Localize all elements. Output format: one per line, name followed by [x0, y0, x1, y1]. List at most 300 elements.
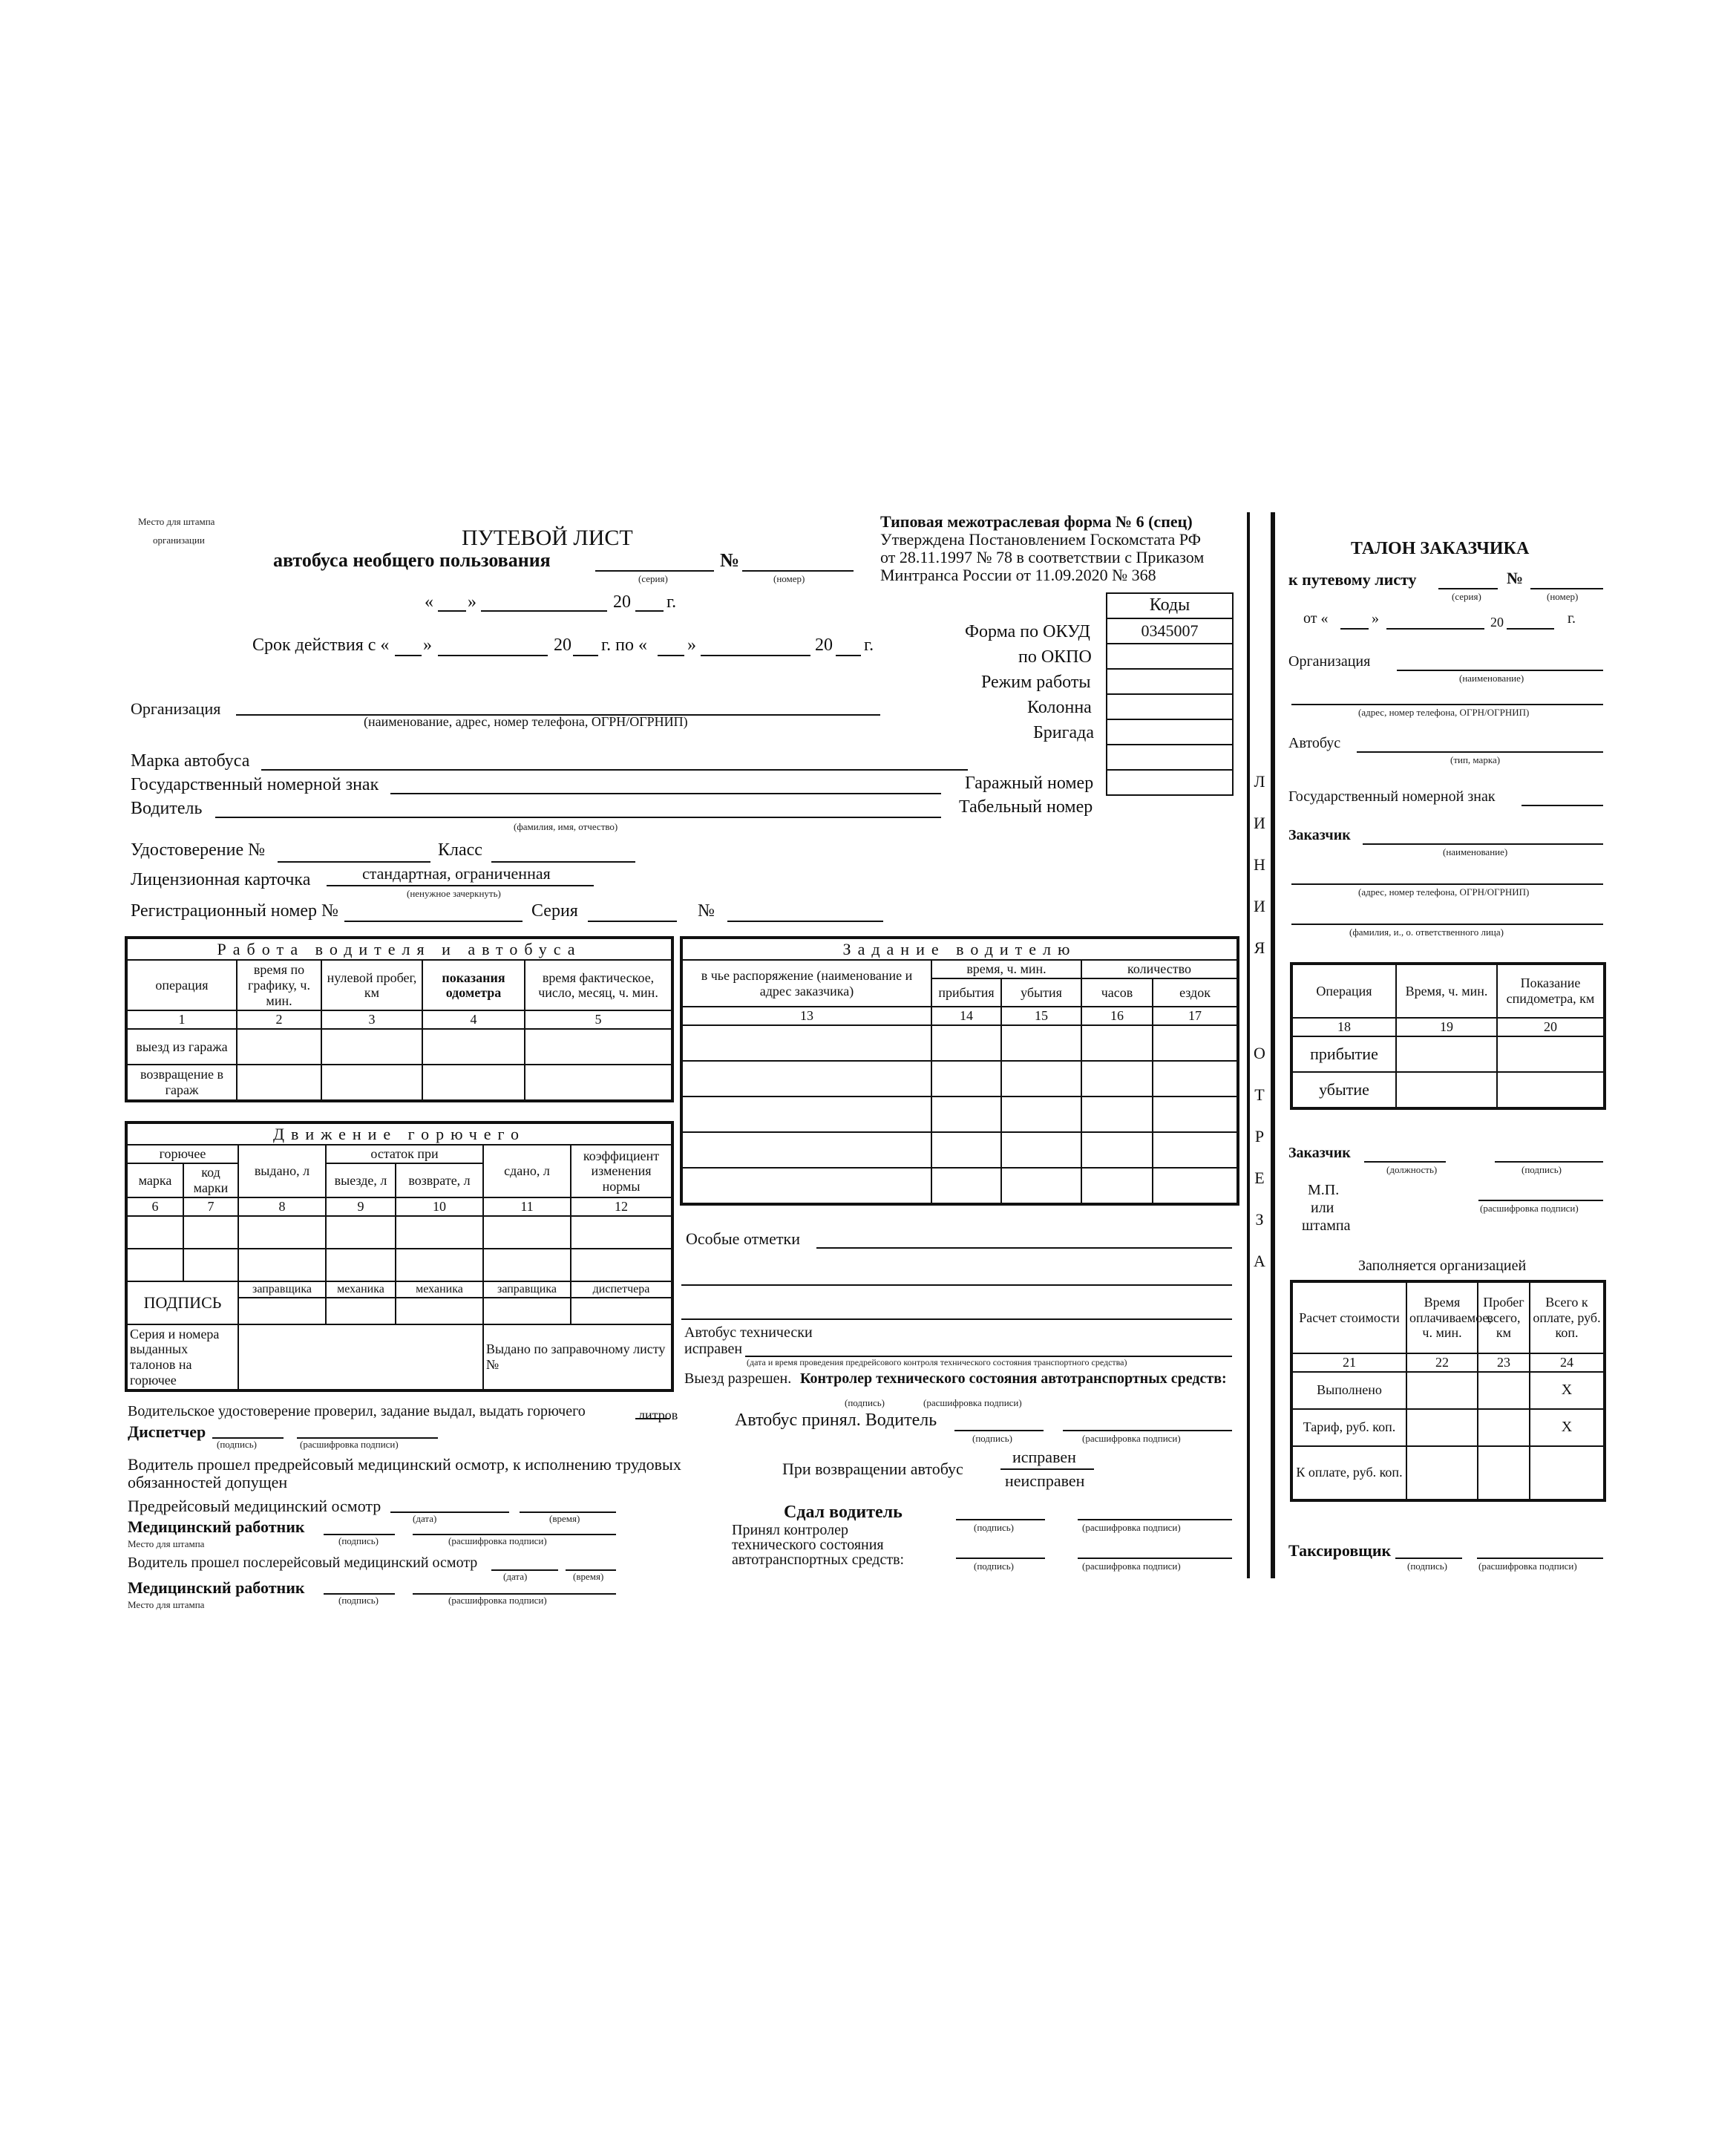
- work-cell[interactable]: [237, 1065, 321, 1100]
- sign-cell[interactable]: [326, 1298, 396, 1324]
- dispatcher-sig-cap: (подпись): [217, 1439, 257, 1450]
- fuel-cell[interactable]: [396, 1216, 483, 1249]
- coupon-mp1: М.П.: [1308, 1182, 1340, 1198]
- date-close: »: [468, 592, 476, 612]
- on-return-label: При возвращении автобус: [782, 1460, 963, 1478]
- task-cell[interactable]: [682, 1096, 931, 1132]
- form-info-line3: от 28.11.1997 № 78 в соответствии с Приказом: [880, 548, 1205, 566]
- cut-letter: Я: [1254, 938, 1265, 957]
- task-cell[interactable]: [1153, 1025, 1237, 1061]
- fuel-cell[interactable]: [571, 1249, 672, 1281]
- cut-letter: Е: [1254, 1169, 1265, 1187]
- coupon-no: №: [1507, 569, 1524, 587]
- coupon-row-arrival: прибытие: [1292, 1036, 1396, 1072]
- coupon-bus-label: Автобус: [1288, 735, 1341, 751]
- validity-from-day[interactable]: [395, 655, 422, 656]
- work-cell[interactable]: [525, 1029, 672, 1065]
- coupons-label: Серия и номера выданных талонов на горючее: [127, 1324, 238, 1390]
- coupon-position-field[interactable]: [1364, 1161, 1446, 1163]
- task-num: 15: [1001, 1007, 1081, 1025]
- code-work-mode[interactable]: [1107, 669, 1233, 694]
- special-notes-field[interactable]: [816, 1247, 1232, 1249]
- coupon-cell[interactable]: [1497, 1072, 1604, 1108]
- task-cell[interactable]: [1001, 1096, 1081, 1132]
- cut-letter: И: [1254, 814, 1265, 832]
- work-cell[interactable]: [321, 1065, 422, 1100]
- coupon-resp-field[interactable]: [1291, 924, 1603, 925]
- ctrl-sig[interactable]: [956, 1558, 1045, 1559]
- lic-card-label: Лицензионная карточка: [131, 870, 311, 889]
- work-num: 2: [237, 1010, 321, 1029]
- cut-letter: Л: [1254, 772, 1265, 791]
- license-field[interactable]: [278, 861, 430, 863]
- task-cell[interactable]: [1001, 1061, 1081, 1096]
- validity-mid1: »: [423, 635, 432, 655]
- validity-from-year[interactable]: [573, 655, 598, 656]
- med-pre-line2: обязанностей допущен: [128, 1473, 288, 1491]
- cut-letter: Т: [1254, 1085, 1265, 1104]
- coupon-cell[interactable]: [1396, 1072, 1497, 1108]
- dispatcher-label: Диспетчер: [128, 1422, 206, 1441]
- coupon-plate-field[interactable]: [1522, 805, 1603, 806]
- task-cell[interactable]: [1153, 1168, 1237, 1203]
- reg-no2-label: №: [698, 901, 715, 921]
- med-post-line: Водитель прошел послерейсовый медицинский осмотр: [128, 1555, 478, 1571]
- codes-label-garage: Гаражный номер: [965, 774, 1094, 793]
- coupon-customer-field[interactable]: [1363, 843, 1603, 845]
- ctrl-sig-cap: (подпись): [974, 1560, 1014, 1572]
- handed-sig-cap: (подпись): [974, 1522, 1014, 1533]
- task-cell[interactable]: [1001, 1025, 1081, 1061]
- fuel-cell[interactable]: [183, 1249, 238, 1281]
- bus-brand-field[interactable]: [261, 769, 968, 771]
- work-table: [126, 938, 672, 1101]
- task-cell[interactable]: [931, 1061, 1001, 1096]
- fuel-cell[interactable]: [238, 1249, 326, 1281]
- calc-x-mark: Х: [1530, 1409, 1604, 1446]
- coupon-h-speedo: Показание спидометра, км: [1497, 964, 1604, 1018]
- calc-num: 23: [1478, 1353, 1530, 1372]
- sign-cell[interactable]: [571, 1298, 672, 1324]
- work-cell[interactable]: [321, 1029, 422, 1065]
- task-num: 13: [682, 1007, 931, 1025]
- task-cell[interactable]: [1081, 1061, 1153, 1096]
- lic-card-value: стандартная, ограниченная: [362, 864, 551, 883]
- work-row-return: возвращение в гараж: [127, 1065, 237, 1100]
- stamp-place-2: организации: [153, 535, 205, 546]
- handed-driver-decode[interactable]: [1078, 1519, 1232, 1520]
- fuel-cell[interactable]: [238, 1216, 326, 1249]
- date-day-field[interactable]: [438, 610, 466, 612]
- calc-h-total: Всего к оплате, руб. коп.: [1530, 1282, 1604, 1353]
- calc-row-tariff: Тариф, руб. коп.: [1292, 1409, 1406, 1446]
- class-label: Класс: [438, 840, 482, 860]
- reg-no2-field[interactable]: [727, 921, 883, 922]
- coupon-sig-field[interactable]: [1495, 1161, 1603, 1163]
- coupon-mp3: штампа: [1302, 1218, 1351, 1234]
- special-notes-label: Особые отметки: [686, 1229, 800, 1248]
- task-h-hours: часов: [1081, 978, 1153, 1007]
- med-pre-line1: Водитель прошел предрейсовый медицинский осмотр, к исполнению трудовых: [128, 1455, 681, 1474]
- fuel-num: 11: [483, 1197, 571, 1216]
- reg-no-label: Регистрационный номер №: [131, 901, 338, 921]
- med-decode2-cap: (расшифровка подписи): [448, 1595, 547, 1606]
- task-cell[interactable]: [931, 1132, 1001, 1168]
- coupon-position-cap: (должность): [1386, 1164, 1438, 1175]
- tech-ok-line2: исправен: [684, 1341, 743, 1357]
- handed-decode-cap: (расшифровка подписи): [1082, 1522, 1181, 1533]
- coupon-customer-label: Заказчик: [1288, 827, 1351, 843]
- coupon-number-field[interactable]: [1530, 588, 1603, 589]
- coupon-taxi-label: Таксировщик: [1288, 1541, 1392, 1560]
- codes-table: [1106, 592, 1234, 796]
- fuel-h-coef: коэффициент изменения нормы: [571, 1145, 672, 1197]
- accepted-ctrl-3: автотранспортных средств:: [732, 1552, 905, 1568]
- code-garage-no[interactable]: [1107, 745, 1233, 770]
- series-field[interactable]: [595, 570, 714, 572]
- fuel-cell[interactable]: [326, 1249, 396, 1281]
- coupon-org-addr-cap: (адрес, номер телефона, ОГРН/ОГРНИП): [1358, 707, 1530, 718]
- task-num: 16: [1081, 1007, 1153, 1025]
- page-title: ПУТЕВОЙ ЛИСТ: [462, 526, 633, 550]
- validity-mid2: »: [687, 635, 696, 655]
- fuel-cell[interactable]: [127, 1216, 183, 1249]
- task-h-trips: ездок: [1153, 978, 1237, 1007]
- fuel-table: [126, 1122, 672, 1390]
- calc-x-mark: Х: [1530, 1372, 1604, 1409]
- fuel-h-remain: остаток при: [326, 1145, 483, 1163]
- stamp-place-1: Место для штампа: [138, 516, 215, 527]
- accepted-sig-cap: (подпись): [972, 1433, 1012, 1444]
- validity-g-po: г. по «: [601, 635, 647, 655]
- coupon-customer-addr[interactable]: [1291, 883, 1603, 885]
- fuel-h-fuel: горючее: [127, 1145, 238, 1163]
- coupon-decode-field[interactable]: [1478, 1200, 1603, 1201]
- org-caption: (наименование, адрес, номер телефона, ОГРН/ОГРНИП): [364, 714, 688, 729]
- work-h-actual: время фактическое, число, месяц, ч. мин.: [525, 960, 672, 1010]
- coupon-h-time: Время, ч. мин.: [1396, 964, 1497, 1018]
- task-cell[interactable]: [1153, 1132, 1237, 1168]
- codes-label-okpo: по ОКПО: [1018, 647, 1092, 667]
- fuel-num: 9: [326, 1197, 396, 1216]
- work-row-exit: выезд из гаража: [127, 1029, 237, 1065]
- separator-right: [1271, 512, 1275, 1578]
- codes-header: Коды: [1107, 593, 1233, 618]
- med-sig2-cap: (подпись): [338, 1595, 379, 1606]
- coupon-y20: 20: [1490, 615, 1504, 630]
- cut-letter: Н: [1254, 855, 1265, 874]
- special-notes-line2[interactable]: [681, 1284, 1232, 1286]
- coupon-org-field[interactable]: [1397, 670, 1603, 671]
- coupon-h-op: Операция: [1292, 964, 1396, 1018]
- fuel-cell[interactable]: [326, 1216, 396, 1249]
- coupon-title: ТАЛОН ЗАКАЗЧИКА: [1351, 539, 1530, 558]
- calc-num: 21: [1292, 1353, 1406, 1372]
- calc-num: 24: [1530, 1353, 1604, 1372]
- exit-allowed: Выезд разрешен.: [684, 1370, 792, 1387]
- fuel-num: 10: [396, 1197, 483, 1216]
- calc-cell[interactable]: [1478, 1372, 1530, 1409]
- task-h-qty: количество: [1081, 960, 1237, 978]
- plate-field[interactable]: [390, 793, 941, 794]
- sign-cell[interactable]: [396, 1298, 483, 1324]
- accepted-sig[interactable]: [954, 1430, 1044, 1431]
- accepted-ctrl-1: Принял контролер: [732, 1522, 849, 1538]
- fuel-cell[interactable]: [571, 1216, 672, 1249]
- fuel-num: 8: [238, 1197, 326, 1216]
- validity-to-month[interactable]: [701, 655, 810, 656]
- task-cell[interactable]: [931, 1025, 1001, 1061]
- validity-y20: 20: [554, 635, 571, 655]
- validity-to-day[interactable]: [658, 655, 684, 656]
- coupon-taxi-sig[interactable]: [1395, 1558, 1462, 1559]
- date-g: г.: [666, 592, 677, 612]
- driver-field[interactable]: [215, 817, 941, 818]
- fuel-cell[interactable]: [483, 1216, 571, 1249]
- date-year-field[interactable]: [635, 610, 664, 612]
- calc-cell[interactable]: [1406, 1372, 1478, 1409]
- coupon-num: 20: [1497, 1018, 1604, 1036]
- dispatcher-decode-cap: (расшифровка подписи): [300, 1439, 399, 1450]
- number-field[interactable]: [742, 570, 854, 572]
- calc-h-mileage: Пробег всего, км: [1478, 1282, 1530, 1353]
- status-not-ok[interactable]: неисправен: [1005, 1471, 1085, 1490]
- task-cell[interactable]: [1001, 1132, 1081, 1168]
- task-cell[interactable]: [1001, 1168, 1081, 1203]
- med-time-cap: (время): [549, 1513, 580, 1524]
- fuel-num: 12: [571, 1197, 672, 1216]
- controller-label: Контролер технического состояния автотранспортных средств:: [800, 1370, 1227, 1387]
- med-pre-exam: Предрейсовый медицинский осмотр: [128, 1497, 381, 1515]
- accepted-ctrl-2: технического состояния: [732, 1537, 884, 1553]
- fuel-h-exit: выезде, л: [326, 1163, 396, 1197]
- coupon-row-departure: убытие: [1292, 1072, 1396, 1108]
- coupon-sig-cap: (подпись): [1522, 1164, 1562, 1175]
- validity-label: Срок действия с «: [252, 635, 390, 655]
- fuel-h-handed: сдано, л: [483, 1145, 571, 1197]
- med-post-date-cap: (дата): [503, 1571, 528, 1582]
- task-cell[interactable]: [1081, 1132, 1153, 1168]
- cut-letter: О: [1254, 1044, 1265, 1062]
- task-h-time: время, ч. мин.: [931, 960, 1081, 978]
- task-h-order: в чье распоряжение (наименование и адрес заказчика): [682, 960, 931, 1007]
- codes-label-mode: Режим работы: [981, 673, 1091, 692]
- med-post-time-cap: (время): [573, 1571, 604, 1582]
- number-caption: (номер): [773, 573, 805, 584]
- fuel-cell[interactable]: [183, 1216, 238, 1249]
- coupon-cell[interactable]: [1497, 1036, 1604, 1072]
- med-pre-date[interactable]: [390, 1511, 509, 1513]
- ctrl-decode[interactable]: [1078, 1558, 1232, 1559]
- calc-cell[interactable]: [1406, 1409, 1478, 1446]
- med-decode-cap: (расшифровка подписи): [448, 1535, 547, 1546]
- sign-cell[interactable]: [238, 1298, 326, 1324]
- code-brigade[interactable]: [1107, 719, 1233, 745]
- work-num: 5: [525, 1010, 672, 1029]
- calc-h-time: Время оплачиваемое, ч. мин.: [1406, 1282, 1478, 1353]
- handed-driver-label: Сдал водитель: [784, 1503, 903, 1522]
- fuel-num: 7: [183, 1197, 238, 1216]
- coupon-year-field[interactable]: [1507, 628, 1554, 630]
- coupon-g: г.: [1568, 610, 1576, 627]
- coupon-mp2: или: [1311, 1200, 1334, 1216]
- coupon-number-cap: (номер): [1547, 591, 1579, 602]
- calc-num: 22: [1406, 1353, 1478, 1372]
- accepted-decode-cap: (расшифровка подписи): [1082, 1433, 1181, 1444]
- codes-label-column: Колонна: [1027, 698, 1092, 717]
- org-label: Организация: [131, 699, 221, 718]
- license-label: Удостоверение №: [131, 840, 265, 860]
- fuel-cell[interactable]: [396, 1249, 483, 1281]
- controller-decode-cap: (расшифровка подписи): [923, 1397, 1022, 1408]
- work-h-zero: нулевой пробег, км: [321, 960, 422, 1010]
- task-cell[interactable]: [682, 1025, 931, 1061]
- validity-y20b: 20: [815, 635, 833, 655]
- task-cell[interactable]: [1081, 1096, 1153, 1132]
- task-cell[interactable]: [1081, 1168, 1153, 1203]
- fuel-cell[interactable]: [483, 1249, 571, 1281]
- task-cell[interactable]: [1153, 1096, 1237, 1132]
- plate-label: Государственный номерной знак: [131, 775, 379, 794]
- coupon-to-sheet: к путевому листу: [1288, 570, 1417, 589]
- task-h-departure: убытия: [1001, 978, 1081, 1007]
- calc-cell[interactable]: [1478, 1446, 1530, 1500]
- fuel-h-return: возврате, л: [396, 1163, 483, 1197]
- calc-h-cost: Расчет стоимости: [1292, 1282, 1406, 1353]
- coupon-cell[interactable]: [1396, 1036, 1497, 1072]
- form-info-line4: Минтранса России от 11.09.2020 № 368: [880, 566, 1156, 584]
- series-caption: (серия): [638, 573, 668, 584]
- ctrl-decode-cap: (расшифровка подписи): [1082, 1560, 1181, 1572]
- special-notes-line3[interactable]: [681, 1318, 1232, 1320]
- controller-sig-cap: (подпись): [845, 1397, 885, 1408]
- form-info-line1: Типовая межотраслевая форма № 6 (спец): [880, 512, 1193, 531]
- task-cell[interactable]: [1081, 1025, 1153, 1061]
- fuel-h-code: код марки: [183, 1163, 238, 1197]
- coupon-resp-cap: (фамилия, и., о. ответственного лица): [1349, 926, 1504, 938]
- validity-from-month[interactable]: [438, 655, 548, 656]
- coupon-series-cap: (серия): [1452, 591, 1481, 602]
- class-field[interactable]: [491, 861, 635, 863]
- sign-cell[interactable]: [483, 1298, 571, 1324]
- coupon-filled-by: Заполняется организацией: [1358, 1258, 1527, 1274]
- coupon-month-field[interactable]: [1386, 628, 1484, 630]
- calc-cell[interactable]: [1406, 1446, 1478, 1500]
- code-tab-no[interactable]: [1107, 770, 1233, 795]
- med-sig-cap: (подпись): [338, 1535, 379, 1546]
- dispatcher-line: Водительское удостоверение проверил, задание выдал, выдать горючего: [128, 1403, 586, 1419]
- med-worker2-label: Медицинский работник: [128, 1578, 305, 1597]
- codes-label-tab: Табельный номер: [959, 797, 1093, 817]
- task-cell[interactable]: [682, 1168, 931, 1203]
- date-year-prefix: 20: [613, 592, 631, 612]
- coupon-customer-addr-cap: (адрес, номер телефона, ОГРН/ОГРНИП): [1358, 886, 1530, 898]
- liters-label: литров: [638, 1408, 678, 1422]
- task-cell[interactable]: [682, 1061, 931, 1096]
- accepted-label: Автобус принял. Водитель: [735, 1411, 937, 1430]
- work-h-op: операция: [127, 960, 237, 1010]
- work-num: 4: [422, 1010, 525, 1029]
- coupon-num: 19: [1396, 1018, 1497, 1036]
- driver-label: Водитель: [131, 799, 203, 818]
- calc-cell[interactable]: [1478, 1409, 1530, 1446]
- code-okud[interactable]: 0345007: [1107, 618, 1233, 644]
- med-stamp-2: Место для штампа: [128, 1599, 205, 1610]
- code-column[interactable]: [1107, 694, 1233, 719]
- reg-no-field[interactable]: [344, 921, 523, 922]
- coupon-series-field[interactable]: [1438, 588, 1498, 589]
- signer-refueler-2: заправщика: [483, 1281, 571, 1298]
- status-divider: [1000, 1468, 1094, 1470]
- task-cell[interactable]: [682, 1132, 931, 1168]
- coupons-field[interactable]: [238, 1324, 483, 1390]
- handed-driver-sig[interactable]: [956, 1519, 1045, 1520]
- signer-mechanic-2: механика: [396, 1281, 483, 1298]
- fuel-h-issued: выдано, л: [238, 1145, 326, 1197]
- med-worker-label: Медицинский работник: [128, 1517, 305, 1536]
- work-table-title: Работа водителя и автобуса: [127, 938, 672, 960]
- coupon-num: 18: [1292, 1018, 1396, 1036]
- task-num: 17: [1153, 1007, 1237, 1025]
- validity-to-year[interactable]: [836, 655, 861, 656]
- coupon-decode-cap: (расшифровка подписи): [1480, 1203, 1579, 1214]
- coupon-bus-field[interactable]: [1357, 751, 1603, 753]
- calc-cell[interactable]: [1530, 1446, 1604, 1500]
- cut-letter: Р: [1254, 1127, 1265, 1145]
- code-okpo[interactable]: [1107, 644, 1233, 669]
- work-cell[interactable]: [422, 1065, 525, 1100]
- task-table-title: Задание водителю: [682, 938, 1237, 960]
- coupon-org-addr-field[interactable]: [1291, 704, 1603, 705]
- work-cell[interactable]: [237, 1029, 321, 1065]
- cut-letter: И: [1254, 897, 1265, 915]
- work-num: 1: [127, 1010, 237, 1029]
- coupon-taxi-decode[interactable]: [1477, 1558, 1603, 1559]
- work-cell[interactable]: [422, 1029, 525, 1065]
- task-cell[interactable]: [931, 1096, 1001, 1132]
- work-h-sched: время по графику, ч. мин.: [237, 960, 321, 1010]
- accepted-decode[interactable]: [1063, 1430, 1232, 1431]
- reg-series-field[interactable]: [588, 921, 677, 922]
- sign-label: ПОДПИСЬ: [127, 1281, 238, 1324]
- validity-g: г.: [864, 635, 874, 655]
- task-h-arrival: прибытия: [931, 978, 1001, 1007]
- status-ok[interactable]: исправен: [1012, 1448, 1076, 1466]
- coupon-close: »: [1372, 610, 1379, 627]
- work-cell[interactable]: [525, 1065, 672, 1100]
- number-sign: №: [720, 549, 740, 571]
- coupon-taxi-decode-cap: (расшифровка подписи): [1478, 1560, 1577, 1572]
- task-cell[interactable]: [931, 1168, 1001, 1203]
- task-num: 14: [931, 1007, 1001, 1025]
- coupon-day-field[interactable]: [1340, 628, 1369, 630]
- signer-dispatcher: диспетчера: [571, 1281, 672, 1298]
- cut-letter: З: [1255, 1210, 1264, 1229]
- signer-mechanic: механика: [326, 1281, 396, 1298]
- task-table: [681, 938, 1238, 1204]
- signer-refueler: заправщика: [238, 1281, 326, 1298]
- cut-letter: А: [1254, 1252, 1265, 1270]
- work-h-odo: показания одометра: [422, 960, 525, 1010]
- fuel-cell[interactable]: [127, 1249, 183, 1281]
- date-month-field[interactable]: [481, 610, 607, 612]
- lic-card-field[interactable]: [327, 885, 594, 886]
- coupon-from: от «: [1303, 610, 1329, 627]
- coupon-customer-cap: (наименование): [1443, 846, 1508, 857]
- reg-series-label: Серия: [531, 901, 578, 921]
- task-cell[interactable]: [1153, 1061, 1237, 1096]
- codes-label-brigade: Бригада: [1033, 723, 1094, 742]
